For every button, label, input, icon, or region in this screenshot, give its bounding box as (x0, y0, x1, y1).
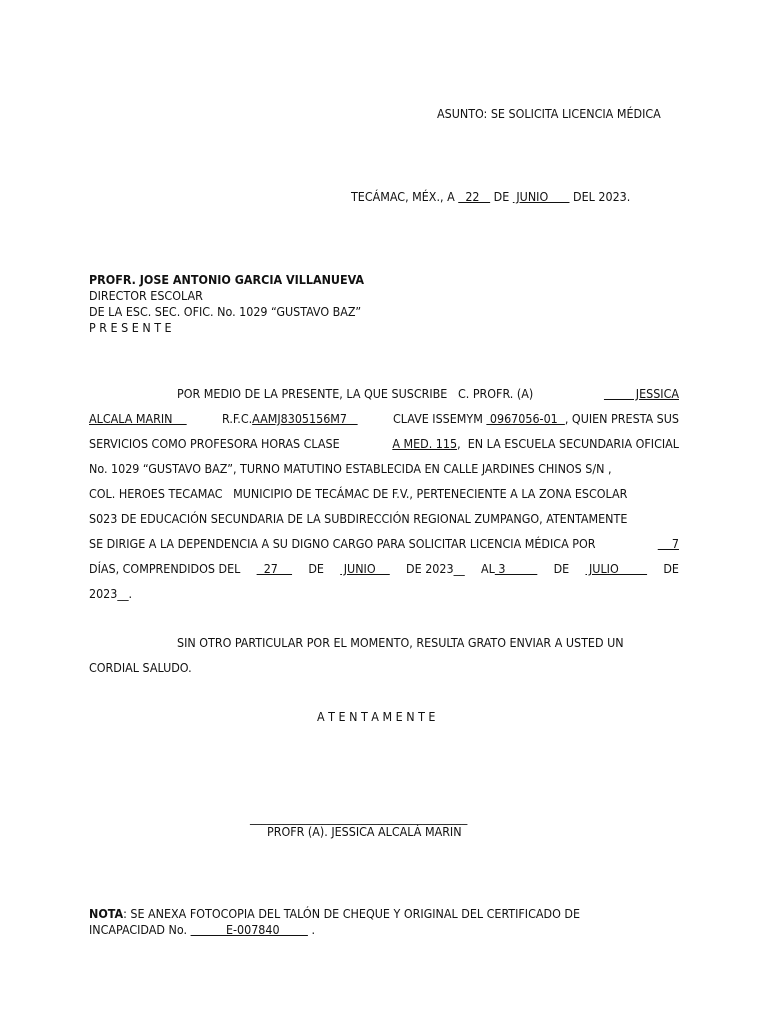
body-l8-de4: DE (663, 561, 679, 576)
signature-line: _______________________________________ (250, 810, 468, 825)
end-day: 3 (494, 561, 538, 576)
body-l1-fill: JESSICA (603, 386, 679, 401)
note-text: : SE ANEXA FOTOCOPIA DEL TALÓN DE CHEQUE Y ORIGINAL DEL CERTIFICADO DE (123, 906, 581, 921)
body-l4-text: No. 1029 “GUSTAVO BAZ”, TURNO MATUTINO ESTABLECIDA EN CALLE JARDINES CHINOS S/N , (89, 461, 612, 476)
body-line-9 (89, 586, 132, 602)
certificate-number: E-007840 (190, 922, 308, 937)
note-label: NOTA (89, 906, 124, 921)
body-l5-text: COL. HEROES TECAMAC MUNICIPIO DE TECÁMAC DE F.V., PERTENECIENTE A LA ZONA ESCOLAR (89, 486, 628, 501)
date-month: JUNIO (512, 189, 570, 204)
note-line-2 (89, 922, 315, 938)
closing-l1-text: SIN OTRO PARTICULAR POR EL MOMENTO, RESULTA GRATO ENVIAR A USTED UN (177, 635, 624, 650)
body-line-6 (89, 511, 679, 527)
note-l2-text: INCAPACIDAD No. (89, 922, 188, 937)
presente-line: P R E S E N T E (89, 320, 172, 335)
date-day: 22 (458, 189, 491, 204)
body-l8-de1: DE (308, 561, 324, 576)
rfc-value: AAMJ8305156M7 (252, 411, 358, 426)
atentamente-line: A T E N T A M E N T E (317, 709, 436, 724)
note-end: . (311, 922, 315, 937)
date-de: DE (493, 189, 510, 204)
body-l3-text: SERVICIOS COMO PROFESORA HORAS CLASE (89, 436, 340, 451)
teacher-name: ALCALA MARIN (89, 411, 187, 426)
body-l8-de2: DE 2023 (406, 561, 454, 576)
hours-value: A MED. 115 (392, 436, 458, 451)
date-prefix: TECÁMAC, MÉX., A (351, 189, 455, 204)
body-line-1 (177, 386, 679, 402)
clave-value: 0967056-01 (486, 411, 565, 426)
signature-name: PROFR (A). JESSICA ALCALÁ MARIN (267, 824, 462, 839)
end-year: 2023 (89, 586, 118, 601)
closing-line-2: CORDIAL SALUDO. (89, 660, 192, 675)
body-line-8 (89, 561, 679, 577)
body-line-2 (89, 411, 679, 427)
body-l8-de3: DE (553, 561, 570, 576)
end-year-fill: __ (117, 586, 129, 601)
date-suffix: DEL 2023. (573, 189, 631, 204)
body-l3-rest: , EN LA ESCUELA SECUNDARIA OFICIAL (457, 436, 679, 451)
body-l8-text: DÍAS, COMPRENDIDOS DEL (89, 561, 241, 576)
body-l2-rest: , QUIEN PRESTA SUS (564, 411, 679, 426)
body-l9-end: . (128, 586, 133, 601)
body-line-5 (89, 486, 679, 502)
recipient-name: PROFR. JOSE ANTONIO GARCIA VILLANUEVA (89, 272, 364, 287)
clave-label: CLAVE ISSEMYM (392, 411, 483, 426)
start-month: JUNIO (340, 561, 390, 576)
body-l1-text: POR MEDIO DE LA PRESENTE, LA QUE SUSCRIBE C. PROFR. (A) (177, 386, 534, 401)
end-month: JULIO (585, 561, 648, 576)
body-line-7 (89, 536, 679, 552)
body-l7-text: SE DIRIGE A LA DEPENDENCIA A SU DIGNO CARGO PARA SOLICITAR LICENCIA MÉDICA POR (89, 536, 596, 551)
body-l6-text: S023 DE EDUCACIÓN SECUNDARIA DE LA SUBDIRECCIÓN REGIONAL ZUMPANGO, ATENTAMENTE (89, 511, 628, 526)
subject-line: ASUNTO: SE SOLICITA LICENCIA MÉDICA (437, 106, 661, 121)
body-l8-al: AL (480, 561, 495, 576)
start-year-fill: __ (453, 561, 465, 576)
note-line-1 (89, 906, 580, 922)
days-count: 7 (657, 536, 679, 551)
closing-line-1 (177, 635, 679, 651)
body-line-4 (89, 461, 679, 477)
recipient-school: DE LA ESC. SEC. OFIC. No. 1029 “GUSTAVO BAZ” (89, 304, 362, 319)
date-line (351, 189, 630, 205)
rfc-label: R.F.C. (222, 411, 253, 426)
recipient-title: DIRECTOR ESCOLAR (89, 288, 203, 303)
start-day: 27 (256, 561, 293, 576)
body-line-3 (89, 436, 679, 452)
